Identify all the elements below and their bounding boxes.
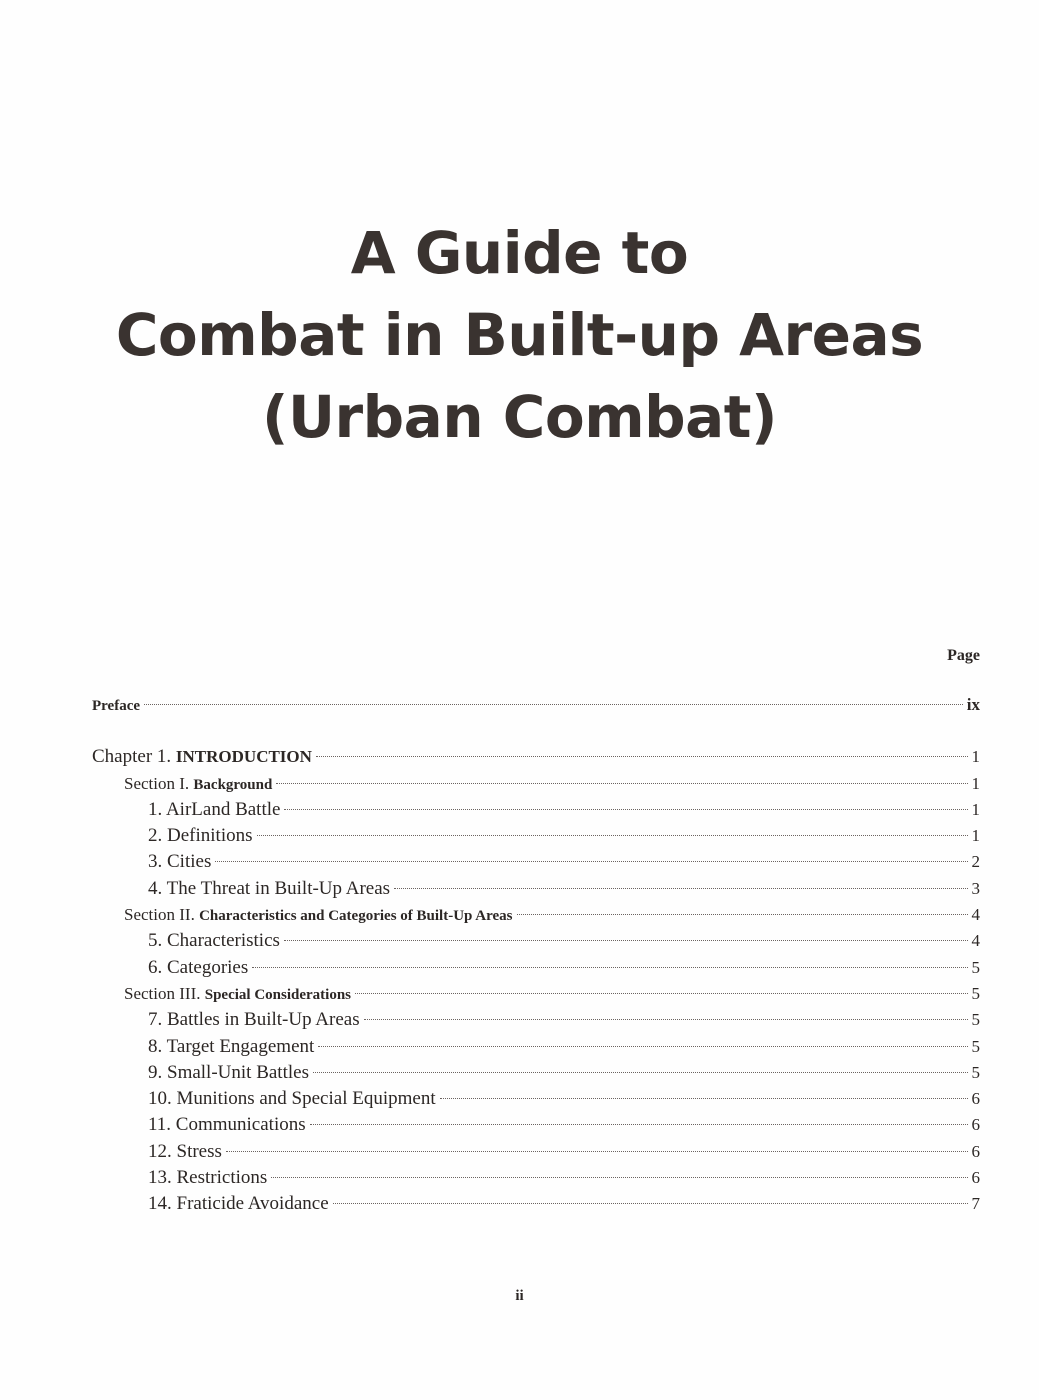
toc-entry-label <box>124 902 513 929</box>
dot-leader <box>271 1177 967 1178</box>
toc-entry-page: 5 <box>971 983 980 1003</box>
toc-entry-page: 5 <box>971 1062 980 1082</box>
chapter-title: INTRODUCTION <box>175 747 312 767</box>
section-prefix: Section I. <box>124 773 190 793</box>
dot-leader <box>318 1046 967 1047</box>
dot-leader <box>284 940 968 941</box>
toc-entry-label: 7. Battles in Built-Up Areas <box>148 1009 360 1031</box>
dot-leader <box>257 835 968 836</box>
toc-entry-page: 1 <box>971 747 980 767</box>
dot-leader <box>440 1098 968 1099</box>
toc-entry-page: 6 <box>971 1089 980 1109</box>
toc-entry-section[interactable] <box>92 981 980 1007</box>
table-of-contents <box>92 644 980 1218</box>
toc-entry-section[interactable] <box>92 902 980 928</box>
toc-entry-label: 13. Restrictions <box>148 1167 268 1189</box>
book-title <box>0 212 1039 458</box>
toc-entry-item[interactable] <box>92 1034 980 1060</box>
toc-entry-label: 8. Target Engagement <box>148 1035 315 1057</box>
dot-leader <box>355 993 968 994</box>
toc-entry-page: 6 <box>971 1168 980 1188</box>
title-line-3: (Urban Combat) <box>261 383 778 451</box>
toc-entry-page: 5 <box>971 1036 980 1056</box>
toc-entry-item[interactable] <box>92 1060 980 1086</box>
toc-entry-item[interactable] <box>92 797 980 823</box>
dot-leader <box>394 888 967 889</box>
toc-entry-item[interactable] <box>92 876 980 902</box>
section-title: Characteristics and Categories of Built-Up Areas <box>199 908 513 925</box>
dot-leader <box>284 809 967 810</box>
toc-entry-page: 7 <box>971 1194 980 1214</box>
toc-entry-page: 1 <box>971 799 980 819</box>
toc-entry-page: 6 <box>971 1115 980 1135</box>
toc-entry-item[interactable] <box>92 955 980 981</box>
section-prefix: Section III. <box>124 983 201 1003</box>
toc-entry-label: 14. Fraticide Avoidance <box>148 1193 329 1215</box>
dot-leader <box>333 1203 968 1204</box>
dot-leader <box>226 1151 968 1152</box>
toc-entry-page: 4 <box>971 931 980 951</box>
toc-entry-section[interactable] <box>92 771 980 797</box>
page-number: ii <box>515 1288 524 1304</box>
dot-leader <box>215 861 967 862</box>
toc-entry-label: 5. Characteristics <box>148 930 280 952</box>
toc-entry-page: 6 <box>971 1141 980 1161</box>
dot-leader <box>313 1072 968 1073</box>
toc-entry-label: 11. Communications <box>148 1114 306 1136</box>
toc-entry-item[interactable] <box>92 1086 980 1112</box>
section-title: Special Considerations <box>204 986 351 1003</box>
dot-leader <box>316 756 968 757</box>
title-line-1: A Guide to <box>350 219 689 287</box>
toc-entry-page: ix <box>966 695 980 714</box>
toc-entry-page: 5 <box>971 957 980 977</box>
toc-entry-label: 1. AirLand Battle <box>148 798 281 820</box>
toc-entry-label: 10. Munitions and Special Equipment <box>148 1088 436 1110</box>
toc-entry-label: 6. Categories <box>148 956 249 978</box>
toc-entry-page: 1 <box>971 826 980 846</box>
toc-entry-label: 4. The Threat in Built-Up Areas <box>148 877 391 899</box>
toc-entry-page: 5 <box>971 1010 980 1030</box>
toc-entry-page: 3 <box>971 878 980 898</box>
dot-leader <box>364 1019 968 1020</box>
toc-entry-label: 9. Small-Unit Battles <box>148 1061 309 1083</box>
dot-leader <box>517 914 968 915</box>
toc-entry-label <box>124 981 351 1008</box>
toc-entry-item[interactable] <box>92 1112 980 1138</box>
dot-leader <box>144 704 963 705</box>
toc-entry-label: 3. Cities <box>148 851 212 873</box>
toc-entry-item[interactable] <box>92 823 980 849</box>
toc-entry-item[interactable] <box>92 1191 980 1217</box>
toc-entry-item[interactable] <box>92 1165 980 1191</box>
toc-entry-page: 2 <box>971 852 980 872</box>
toc-entry-item[interactable] <box>92 928 980 954</box>
toc-entry-preface[interactable] <box>92 692 980 718</box>
toc-entry-label: Preface <box>92 698 141 714</box>
dot-leader <box>276 783 967 784</box>
toc-entry-item[interactable] <box>92 1139 980 1165</box>
toc-entry-label: 12. Stress <box>148 1140 222 1162</box>
toc-entry-label: 2. Definitions <box>148 825 253 847</box>
toc-entry-label <box>124 771 272 798</box>
toc-page-column-heading: Page <box>947 647 980 664</box>
title-line-2: Combat in Built-up Areas <box>115 301 924 369</box>
toc-entry-item[interactable] <box>92 849 980 875</box>
toc-entry-item[interactable] <box>92 1007 980 1033</box>
toc-entry-label <box>92 744 312 770</box>
dot-leader <box>252 967 967 968</box>
dot-leader <box>310 1124 968 1125</box>
section-prefix: Section II. <box>124 905 195 925</box>
toc-entry-page: 4 <box>971 905 980 925</box>
toc-entry-page: 1 <box>971 773 980 793</box>
section-title: Background <box>193 776 273 793</box>
toc-entry-chapter[interactable] <box>92 744 980 770</box>
chapter-prefix: Chapter 1. <box>92 746 172 768</box>
